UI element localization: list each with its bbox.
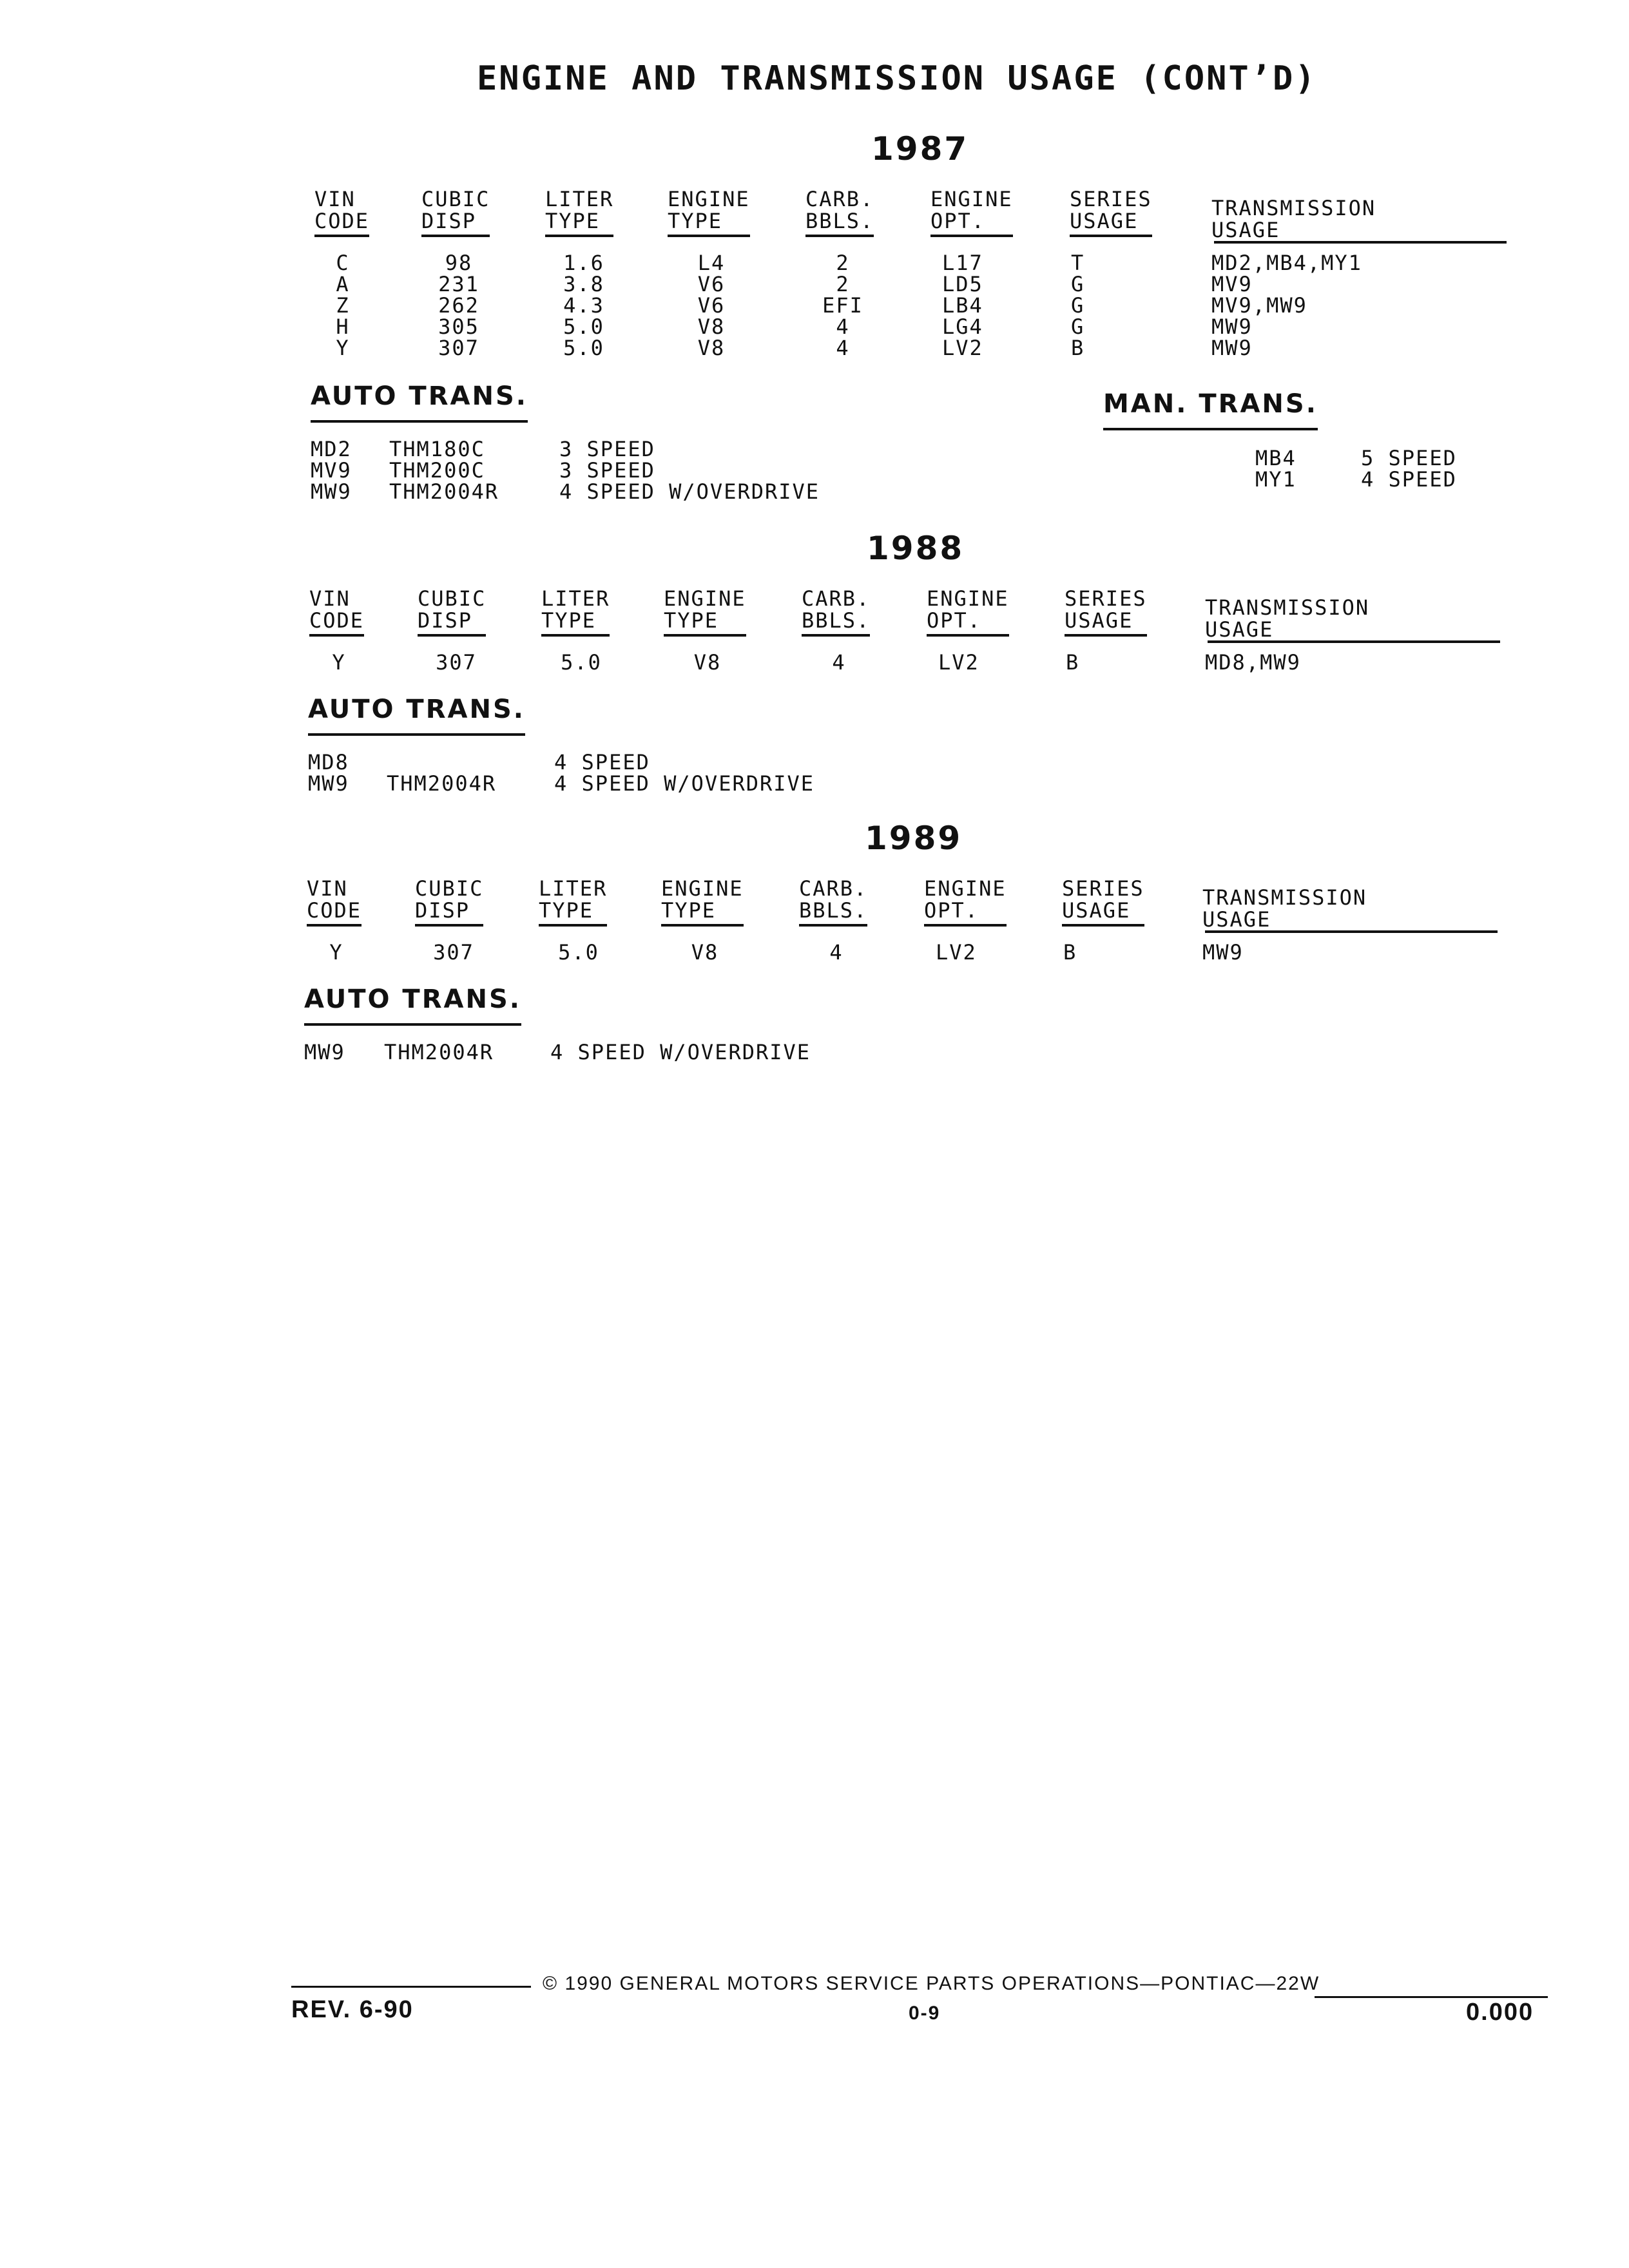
- page-title: ENGINE AND TRANSMISSION USAGE (CONT’D): [477, 59, 1317, 98]
- column-header-engine-type: [664, 588, 746, 637]
- table-cell: V6: [697, 293, 726, 318]
- header-line: SERIES: [1065, 586, 1147, 611]
- column-engine-type: [686, 253, 737, 359]
- transmission-header-rule: [1205, 930, 1498, 933]
- column-header-cubic: [415, 878, 483, 927]
- column-vin: [330, 652, 348, 673]
- table-cell: 305: [438, 314, 479, 339]
- header-line: CODE: [314, 210, 369, 237]
- column-engine-type: [682, 652, 733, 673]
- auto-trans-code: MD2: [311, 437, 352, 461]
- table-cell: 307: [433, 940, 474, 965]
- auto-trans-model: THM2004R: [387, 771, 497, 796]
- header-line: BBLS.: [802, 610, 870, 637]
- auto-trans-model: THM2004R: [384, 1040, 494, 1064]
- table-cell: MW9: [1211, 314, 1253, 339]
- table-cell: H: [336, 314, 350, 339]
- table-cell: 4: [836, 336, 850, 360]
- header-line: TYPE: [541, 610, 610, 637]
- header-line: USAGE: [1211, 218, 1280, 242]
- header-line: OPT.: [930, 210, 1013, 237]
- table-cell: A: [336, 272, 350, 296]
- column-header-transmission: [1202, 878, 1367, 933]
- column-header-transmission: [1205, 588, 1369, 643]
- auto-trans-desc: 4 SPEED W/OVERDRIVE: [550, 1040, 811, 1064]
- column-header-carb: [805, 188, 874, 237]
- column-series: [1063, 942, 1089, 963]
- header-line: CODE: [307, 899, 361, 927]
- auto-trans-heading: AUTO TRANS.: [311, 381, 528, 423]
- column-header-carb: [802, 588, 870, 637]
- man-trans-desc: 5 SPEED: [1361, 446, 1457, 470]
- auto-trans-model: THM200C: [389, 458, 485, 483]
- header-line: OPT.: [924, 899, 1007, 927]
- table-cell: 307: [436, 650, 477, 675]
- man-trans-heading: MAN. TRANS.: [1103, 389, 1318, 430]
- header-line: USAGE: [1062, 899, 1144, 927]
- header-line: LITER: [541, 586, 610, 611]
- table-cell: 4.3: [563, 293, 604, 318]
- column-cubic: [428, 942, 479, 963]
- header-line: TYPE: [545, 210, 613, 237]
- table-cell: MD8,MW9: [1205, 650, 1301, 675]
- column-vin: [327, 942, 345, 963]
- table-cell: 5.0: [563, 336, 604, 360]
- column-liter: [555, 652, 607, 673]
- column-header-vin: [309, 588, 364, 637]
- table-cell: B: [1066, 650, 1080, 675]
- column-header-engine-type: [661, 878, 744, 927]
- table-cell: C: [336, 251, 350, 275]
- column-header-liter: [539, 878, 607, 927]
- table-cell: 307: [438, 336, 479, 360]
- header-line: VIN: [314, 187, 356, 211]
- table-cell: 5.0: [563, 314, 604, 339]
- table-cell: Z: [336, 293, 350, 318]
- footer-rule-right: [1315, 1996, 1548, 1998]
- table-cell: 3.8: [563, 272, 604, 296]
- auto-trans-model: THM2004R: [389, 479, 499, 504]
- table-cell: 5.0: [558, 940, 599, 965]
- header-line: BBLS.: [805, 210, 874, 237]
- column-header-vin: [307, 878, 361, 927]
- header-line: DISP: [415, 899, 483, 927]
- table-cell: LB4: [942, 293, 983, 318]
- header-line: LITER: [539, 876, 608, 901]
- column-header-transmission: [1211, 188, 1376, 244]
- year-heading: 1989: [865, 820, 963, 857]
- auto-trans-heading: AUTO TRANS.: [304, 985, 521, 1026]
- column-header-series: [1070, 188, 1152, 237]
- auto-trans-desc: 4 SPEED W/OVERDRIVE: [554, 771, 815, 796]
- table-cell: Y: [332, 650, 346, 675]
- table-cell: LG4: [942, 314, 983, 339]
- footer-revision: REV. 6-90: [291, 1996, 414, 2023]
- header-line: USAGE: [1065, 610, 1147, 637]
- header-line: DISP: [418, 610, 486, 637]
- table-cell: Y: [336, 336, 350, 360]
- header-line: CARB.: [802, 586, 871, 611]
- column-vin: [334, 253, 352, 359]
- header-line: ENGINE: [664, 586, 746, 611]
- table-cell: B: [1063, 940, 1077, 965]
- column-carb: [811, 942, 862, 963]
- column-header-engine-opt: [924, 878, 1007, 927]
- table-cell: 262: [438, 293, 479, 318]
- column-header-liter: [541, 588, 610, 637]
- auto-trans-desc: 3 SPEED: [559, 437, 655, 461]
- column-engine-opt: [942, 253, 994, 359]
- year-heading: 1988: [867, 530, 965, 567]
- table-cell: B: [1071, 336, 1085, 360]
- table-cell: MW9: [1202, 940, 1244, 965]
- table-cell: Y: [329, 940, 343, 965]
- footer-rule-left: [291, 1986, 531, 1988]
- column-header-series: [1062, 878, 1144, 927]
- table-cell: MV9,MW9: [1211, 293, 1307, 318]
- column-engine-opt: [936, 942, 987, 963]
- table-cell: MD2,MB4,MY1: [1211, 251, 1362, 275]
- header-line: CARB.: [799, 876, 868, 901]
- header-line: DISP: [421, 210, 490, 237]
- table-cell: V6: [697, 272, 726, 296]
- header-line: CUBIC: [415, 876, 484, 901]
- column-series: [1066, 652, 1092, 673]
- header-line: CODE: [309, 610, 364, 637]
- auto-trans-code: MD8: [308, 750, 349, 774]
- header-line: SERIES: [1070, 187, 1152, 211]
- table-cell: MW9: [1211, 336, 1253, 360]
- header-line: CUBIC: [418, 586, 487, 611]
- column-engine-opt: [938, 652, 990, 673]
- column-cubic: [433, 253, 485, 359]
- header-line: TYPE: [664, 610, 746, 637]
- auto-trans-desc: 3 SPEED: [559, 458, 655, 483]
- footer-section-number: 0.000: [1466, 1999, 1534, 2026]
- auto-trans-code: MW9: [304, 1040, 345, 1064]
- column-header-engine-opt: [927, 588, 1009, 637]
- column-header-carb: [799, 878, 867, 927]
- column-engine-type: [679, 942, 731, 963]
- footer-copyright: © 1990 GENERAL MOTORS SERVICE PARTS OPERATIONS—PONTIAC—22W: [543, 1973, 1320, 1994]
- header-line: TRANSMISSION: [1202, 885, 1367, 910]
- table-cell: 98: [445, 251, 473, 275]
- header-line: TRANSMISSION: [1205, 595, 1370, 620]
- column-liter: [558, 253, 610, 359]
- table-cell: G: [1071, 314, 1085, 339]
- header-line: ENGINE: [930, 187, 1013, 211]
- transmission-header-rule: [1214, 241, 1507, 244]
- header-line: TYPE: [661, 899, 744, 927]
- column-header-liter: [545, 188, 613, 237]
- table-cell: LV2: [938, 650, 979, 675]
- table-cell: 231: [438, 272, 479, 296]
- auto-trans-code: MW9: [308, 771, 349, 796]
- footer-page-number: 0-9: [909, 2003, 941, 2024]
- table-cell: LD5: [942, 272, 983, 296]
- column-header-series: [1065, 588, 1147, 637]
- table-cell: MV9: [1211, 272, 1253, 296]
- column-transmission: [1202, 942, 1434, 963]
- header-line: ENGINE: [668, 187, 750, 211]
- table-cell: 4: [836, 314, 850, 339]
- column-cubic: [430, 652, 482, 673]
- column-series: [1071, 253, 1097, 359]
- table-cell: 4: [829, 940, 843, 965]
- header-line: USAGE: [1202, 907, 1271, 932]
- table-cell: EFI: [822, 293, 863, 318]
- auto-trans-model: THM180C: [389, 437, 485, 461]
- table-cell: 1.6: [563, 251, 604, 275]
- column-header-cubic: [418, 588, 486, 637]
- man-trans-code: MY1: [1255, 467, 1296, 492]
- table-cell: V8: [691, 940, 719, 965]
- column-header-cubic: [421, 188, 490, 237]
- header-line: TRANSMISSION: [1211, 196, 1376, 220]
- man-trans-desc: 4 SPEED: [1361, 467, 1457, 492]
- table-cell: T: [1071, 251, 1085, 275]
- header-line: ENGINE: [927, 586, 1009, 611]
- auto-trans-code: MW9: [311, 479, 352, 504]
- header-line: USAGE: [1070, 210, 1152, 237]
- column-liter: [553, 942, 604, 963]
- table-cell: LV2: [942, 336, 983, 360]
- header-line: TYPE: [539, 899, 607, 927]
- header-line: ENGINE: [661, 876, 744, 901]
- table-cell: L17: [942, 251, 983, 275]
- header-line: VIN: [309, 586, 351, 611]
- column-header-engine-opt: [930, 188, 1013, 237]
- table-cell: 2: [836, 251, 850, 275]
- header-line: OPT.: [927, 610, 1009, 637]
- header-line: LITER: [545, 187, 614, 211]
- auto-trans-code: MV9: [311, 458, 352, 483]
- column-header-vin: [314, 188, 369, 237]
- auto-trans-heading: AUTO TRANS.: [308, 695, 525, 736]
- header-line: VIN: [307, 876, 348, 901]
- table-cell: G: [1071, 293, 1085, 318]
- column-carb: [813, 652, 865, 673]
- header-line: CARB.: [805, 187, 874, 211]
- table-cell: G: [1071, 272, 1085, 296]
- header-line: SERIES: [1062, 876, 1144, 901]
- table-cell: L4: [697, 251, 726, 275]
- table-cell: V8: [697, 336, 726, 360]
- header-line: TYPE: [668, 210, 750, 237]
- auto-trans-desc: 4 SPEED: [554, 750, 650, 774]
- table-cell: LV2: [936, 940, 977, 965]
- header-line: BBLS.: [799, 899, 867, 927]
- column-transmission: [1211, 253, 1443, 359]
- table-cell: 5.0: [561, 650, 602, 675]
- header-line: USAGE: [1205, 617, 1274, 642]
- column-header-engine-type: [668, 188, 750, 237]
- column-transmission: [1205, 652, 1437, 673]
- man-trans-code: MB4: [1255, 446, 1296, 470]
- transmission-header-rule: [1208, 640, 1500, 643]
- table-cell: V8: [697, 314, 726, 339]
- header-line: CUBIC: [421, 187, 490, 211]
- table-cell: 4: [832, 650, 846, 675]
- column-carb: [817, 253, 869, 359]
- table-cell: V8: [693, 650, 722, 675]
- auto-trans-desc: 4 SPEED W/OVERDRIVE: [559, 479, 820, 504]
- table-cell: 2: [836, 272, 850, 296]
- year-heading: 1987: [871, 130, 969, 168]
- header-line: ENGINE: [924, 876, 1007, 901]
